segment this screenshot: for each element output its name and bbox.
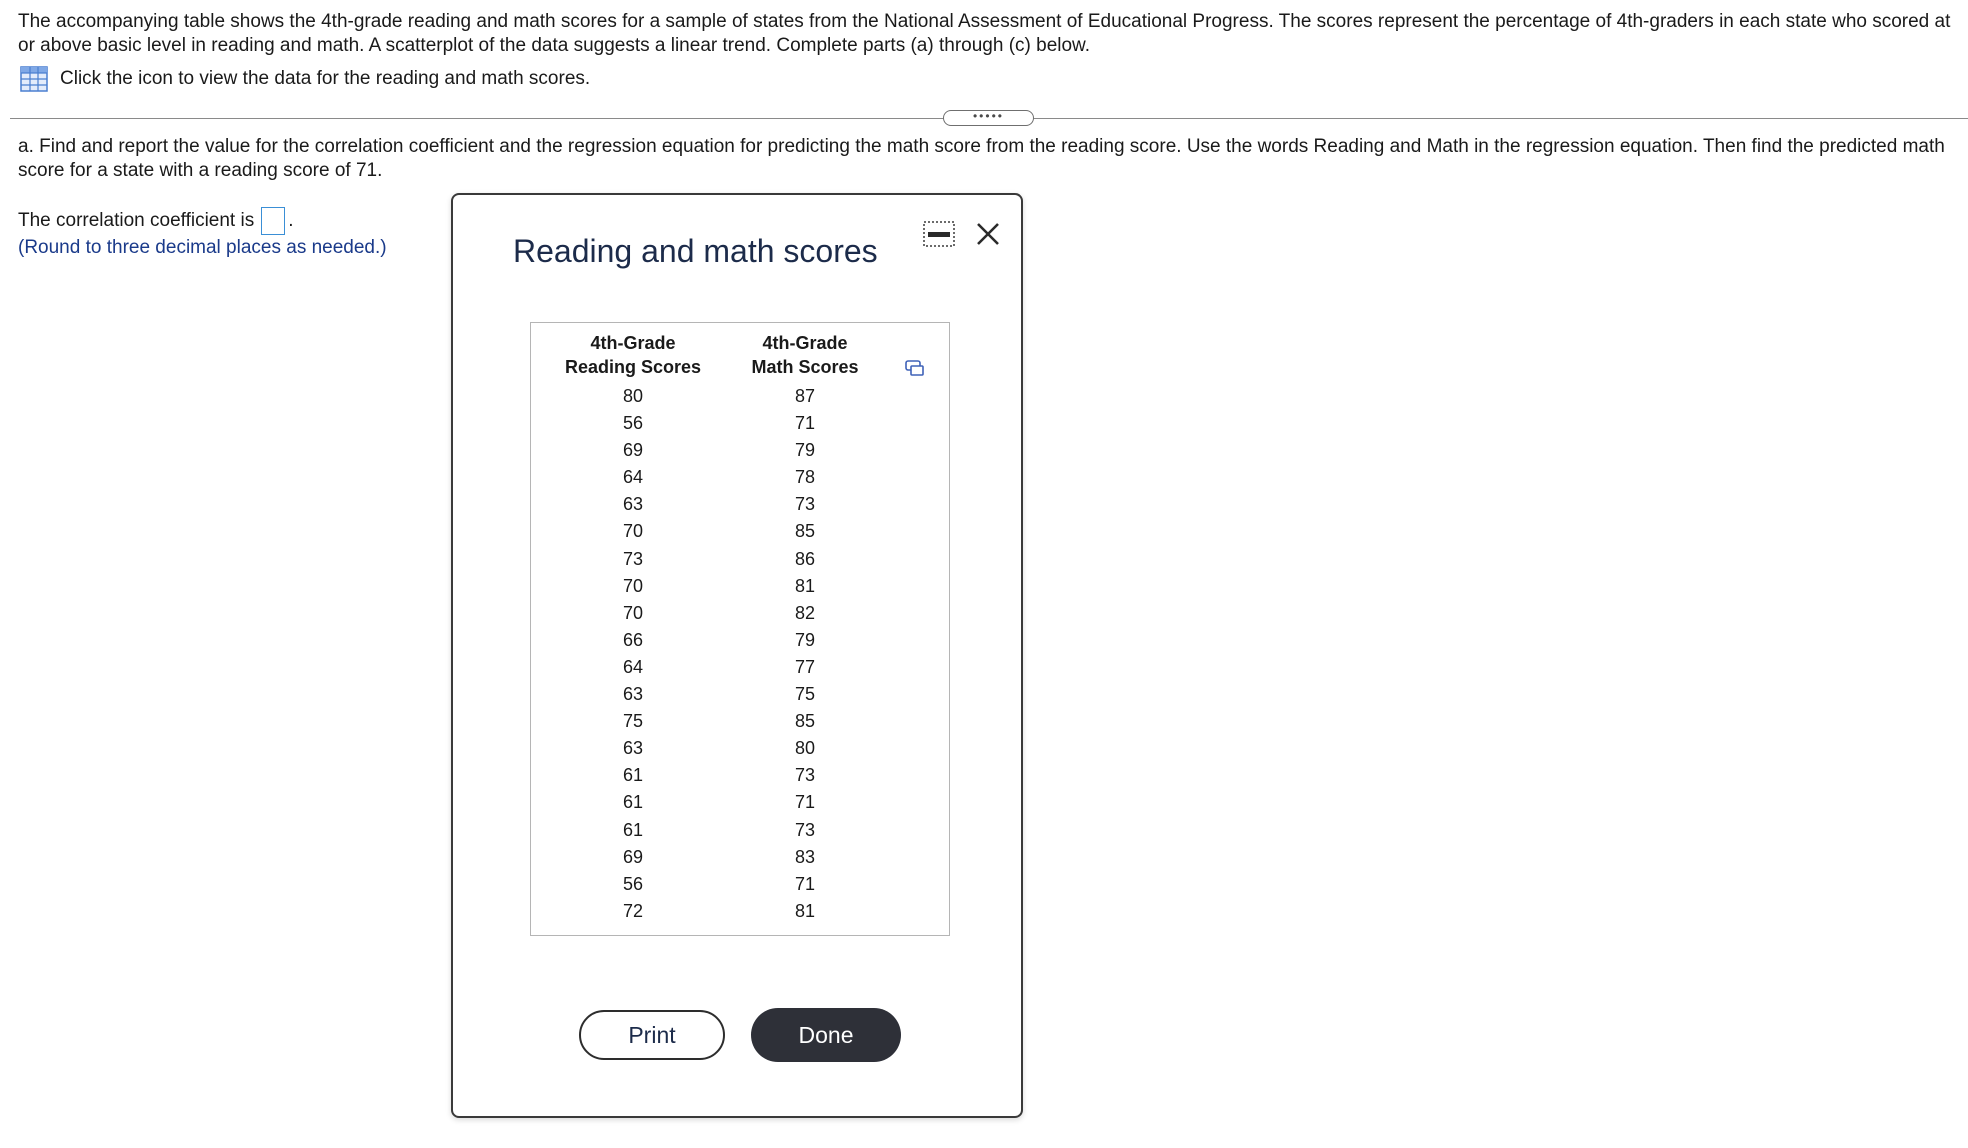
math-score-cell: 75 bbox=[794, 684, 816, 705]
table-row bbox=[531, 682, 949, 709]
column-header-reading-line2: Reading Scores bbox=[564, 357, 702, 377]
math-score-cell: 83 bbox=[794, 846, 816, 867]
done-button[interactable]: Done bbox=[751, 1008, 901, 1062]
table-row bbox=[531, 655, 949, 682]
reading-score-cell: 73 bbox=[622, 548, 644, 569]
column-header-math-line2: Math Scores bbox=[751, 357, 859, 377]
divider-dots: ••••• bbox=[972, 109, 1004, 123]
reading-score-cell: 80 bbox=[622, 386, 644, 406]
math-score-cell: 81 bbox=[794, 900, 816, 921]
table-row bbox=[531, 818, 949, 845]
reading-score-cell: 70 bbox=[622, 521, 644, 542]
answer-line bbox=[18, 207, 294, 235]
reading-score-cell: 66 bbox=[622, 629, 644, 650]
table-row bbox=[531, 899, 949, 926]
math-score-cell: 85 bbox=[794, 711, 816, 732]
table-row bbox=[531, 872, 949, 899]
math-score-cell: 79 bbox=[794, 629, 816, 650]
intro-text: The accompanying table shows the 4th-grade reading and math scores for a sample of states from the National Assessment of Educational Progress. The scores represent the percentage of 4th-graders in each state who scored at or above basic level in reading and math. A scatterplot of the data suggests a linear trend. Complete parts (a) through (c) below. bbox=[18, 11, 1951, 56]
table-row bbox=[531, 736, 949, 763]
reading-score-cell: 72 bbox=[622, 900, 644, 921]
reading-score-cell: 69 bbox=[622, 846, 644, 867]
math-score-cell: 80 bbox=[794, 738, 816, 759]
reading-score-cell: 64 bbox=[622, 656, 644, 677]
math-score-cell: 77 bbox=[794, 656, 816, 677]
data-dialog bbox=[451, 193, 1023, 1118]
table-row bbox=[531, 790, 949, 817]
math-score-cell: 71 bbox=[794, 413, 816, 434]
math-score-cell: 86 bbox=[794, 548, 816, 569]
copy-icon[interactable] bbox=[905, 359, 925, 377]
table-row bbox=[531, 845, 949, 872]
view-data-label[interactable]: Click the icon to view the data for the reading and math scores. bbox=[60, 68, 591, 89]
dialog-title: Reading and math scores bbox=[513, 233, 878, 269]
reading-score-cell: 70 bbox=[622, 575, 644, 596]
column-header-math-line1: 4th-Grade bbox=[762, 333, 848, 353]
column-header-reading bbox=[549, 331, 717, 379]
math-score-cell: 73 bbox=[794, 765, 816, 786]
round-note: (Round to three decimal places as needed.) bbox=[18, 237, 387, 258]
table-row bbox=[531, 547, 949, 574]
reading-score-cell: 56 bbox=[622, 873, 644, 894]
math-score-cell: 85 bbox=[794, 521, 816, 542]
close-icon[interactable] bbox=[973, 219, 1003, 249]
table-body bbox=[531, 384, 949, 926]
math-score-cell: 81 bbox=[794, 575, 816, 596]
answer-prefix: The correlation coefficient is bbox=[18, 210, 255, 231]
print-button[interactable]: Print bbox=[579, 1010, 725, 1060]
reading-score-cell: 64 bbox=[622, 467, 644, 488]
divider-expand-handle[interactable] bbox=[943, 110, 1034, 126]
table-row bbox=[531, 411, 949, 438]
math-score-cell: 71 bbox=[794, 873, 816, 894]
table-row bbox=[531, 519, 949, 546]
table-row bbox=[531, 709, 949, 736]
reading-score-cell: 61 bbox=[622, 765, 644, 786]
reading-score-cell: 70 bbox=[622, 602, 644, 623]
view-data-link[interactable] bbox=[20, 66, 590, 92]
math-score-cell: 73 bbox=[794, 494, 816, 515]
reading-score-cell: 63 bbox=[622, 738, 644, 759]
reading-score-cell: 69 bbox=[622, 440, 644, 461]
math-score-cell: 87 bbox=[794, 386, 816, 406]
math-score-cell: 71 bbox=[794, 792, 816, 813]
math-score-cell: 78 bbox=[794, 467, 816, 488]
reading-score-cell: 56 bbox=[622, 413, 644, 434]
table-row bbox=[531, 763, 949, 790]
math-score-cell: 82 bbox=[794, 602, 816, 623]
column-header-reading-line1: 4th-Grade bbox=[590, 333, 676, 353]
table-grid-icon[interactable] bbox=[20, 66, 48, 92]
table-row bbox=[531, 384, 949, 411]
math-score-cell: 73 bbox=[794, 819, 816, 840]
table-row bbox=[531, 574, 949, 601]
math-score-cell: 79 bbox=[794, 440, 816, 461]
table-row bbox=[531, 465, 949, 492]
answer-suffix: . bbox=[288, 210, 294, 231]
table-row bbox=[531, 492, 949, 519]
table-row bbox=[531, 601, 949, 628]
reading-score-cell: 63 bbox=[622, 494, 644, 515]
column-header-math bbox=[721, 331, 889, 379]
reading-score-cell: 63 bbox=[622, 684, 644, 705]
scores-table bbox=[530, 322, 950, 936]
correlation-answer-input[interactable] bbox=[261, 207, 285, 235]
reading-score-cell: 61 bbox=[622, 792, 644, 813]
reading-score-cell: 75 bbox=[622, 711, 644, 732]
minimize-icon[interactable] bbox=[923, 221, 955, 247]
table-row bbox=[531, 628, 949, 655]
question-text: a. Find and report the value for the correlation coefficient and the regression equation for predicting the math score from the reading score. Use the words Reading and Math in the regression equation. Then find the predicted math score for a state with a reading score of 71. bbox=[18, 136, 1945, 181]
reading-score-cell: 61 bbox=[622, 819, 644, 840]
table-row bbox=[531, 438, 949, 465]
